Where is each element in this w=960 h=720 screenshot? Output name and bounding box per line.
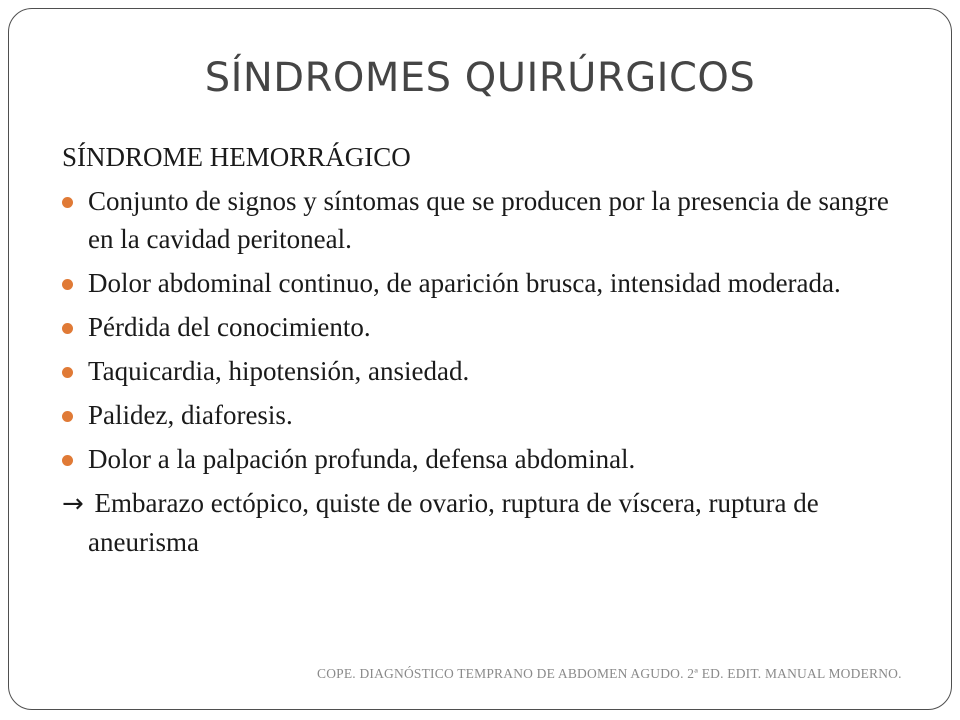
bullet-text: Palidez, diaforesis. [88, 400, 293, 430]
bullet-text: Taquicardia, hipotensión, ansiedad. [88, 356, 470, 386]
arrow-right-icon: → [62, 489, 84, 519]
bullet-dot-icon [62, 455, 73, 466]
bullet-item [62, 396, 902, 434]
bullet-text: Dolor a la palpación profunda, defensa abdominal. [88, 444, 636, 474]
bullet-item [62, 308, 902, 346]
bullet-text: Pérdida del conocimiento. [88, 312, 371, 342]
bullet-text: Dolor abdominal continuo, de aparición brusca, intensidad moderada. [88, 268, 841, 298]
conclusion-line [62, 484, 902, 561]
bullet-dot-icon [62, 411, 73, 422]
bullet-dot-icon [62, 197, 73, 208]
bullet-item [62, 352, 902, 390]
slide-title: SÍNDROMES QUIRÚRGICOS [204, 55, 756, 101]
citation-footer: COPE. DIAGNÓSTICO TEMPRANO DE ABDOMEN AGUDO. 2ª ED. EDIT. MANUAL MODERNO. [317, 666, 902, 681]
conclusion-text: Embarazo ectópico, quiste de ovario, ruptura de víscera, ruptura de aneurisma [88, 488, 819, 557]
bullet-dot-icon [62, 323, 73, 334]
bullet-item [62, 264, 902, 302]
bullet-item [62, 182, 902, 258]
section-subheading: SÍNDROME HEMORRÁGICO [62, 142, 411, 172]
slide-content [62, 138, 902, 561]
bullet-text: Conjunto de signos y síntomas que se producen por la presencia de sangre en la cavidad peritoneal. [88, 186, 889, 254]
bullet-list [62, 182, 902, 478]
bullet-item [62, 440, 902, 478]
bullet-dot-icon [62, 279, 73, 290]
bullet-dot-icon [62, 367, 73, 378]
